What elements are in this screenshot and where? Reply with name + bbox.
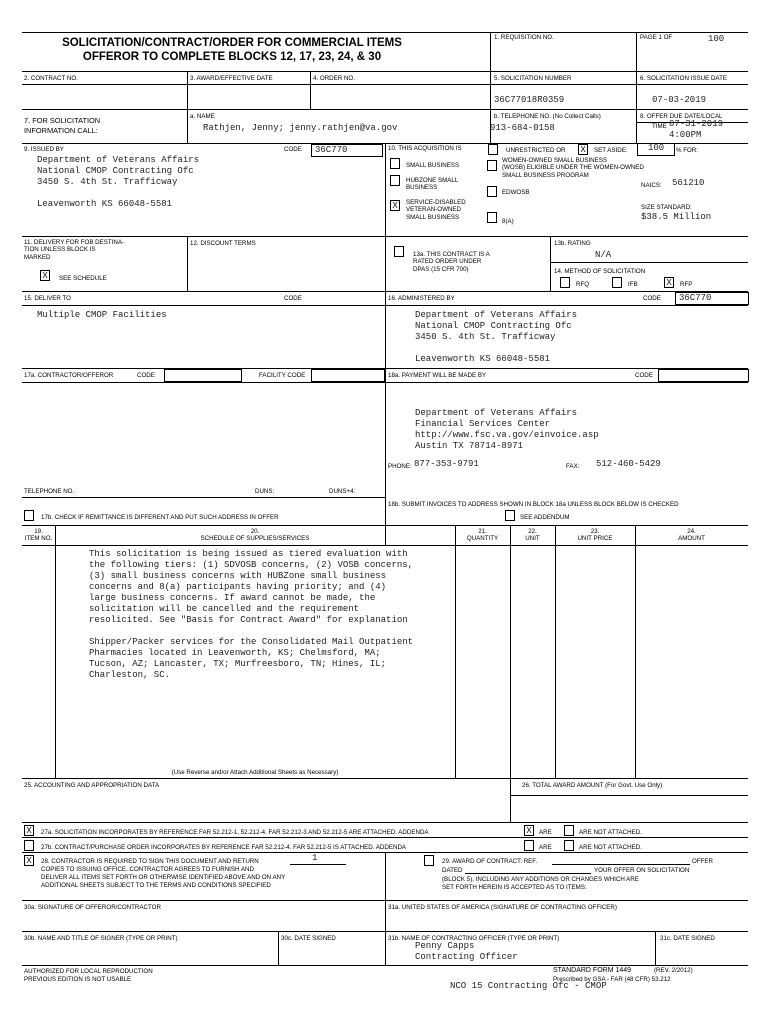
- rating-value: N/A: [595, 250, 612, 260]
- edwosb-checkbox[interactable]: [487, 186, 497, 197]
- 28-checkbox[interactable]: X: [24, 855, 34, 866]
- sig-30b-label: 30b. NAME AND TITLE OF SIGNER (TYPE OR PRINT): [24, 935, 178, 942]
- col23-header: UNIT PRICE: [577, 535, 613, 542]
- pct-for-label: % FOR:: [676, 147, 699, 154]
- 29-checkbox[interactable]: [424, 855, 434, 866]
- col21-header: QUANTITY: [466, 535, 499, 542]
- page-label: PAGE 1 OF: [640, 34, 673, 41]
- size-standard-label: SIZE STANDARD:: [641, 204, 692, 211]
- 8a-label: 8(A): [502, 218, 514, 225]
- telephone-no-label: TELEPHONE NO.: [24, 488, 75, 495]
- payment-phone-label: PHONE:: [388, 463, 412, 470]
- issue-date-label: 6. SOLICITATION ISSUE DATE: [640, 75, 727, 82]
- accounting-label: 25. ACCOUNTING AND APPROPRIATION DATA: [24, 782, 160, 789]
- form-title: SOLICITATION/CONTRACT/ORDER FOR COMMERCIAL ITEMS: [62, 37, 402, 49]
- naics-label: NAICS:: [641, 182, 662, 189]
- offer-due-date: 07-31-2019: [669, 119, 724, 129]
- ifb-label: IFB: [628, 281, 638, 288]
- 27a-are-label: ARE: [539, 829, 552, 836]
- contractor-code-field[interactable]: [164, 369, 242, 382]
- 8a-checkbox[interactable]: [487, 212, 497, 223]
- col21-num: 21.: [478, 528, 487, 535]
- hubzone-label: HUBZONE SMALL BUSINESS: [406, 177, 459, 192]
- office-footer: NCO 15 Contracting Ofc - CMOP: [450, 981, 607, 991]
- 27a-checkbox[interactable]: X: [24, 825, 34, 836]
- method-label: 14. METHOD OF SOLICITATION: [554, 268, 646, 275]
- facility-code-label: FACILITY CODE: [259, 372, 306, 379]
- contractor-label: 17a. CONTRACTOR/OFFEROR: [24, 372, 114, 379]
- acquisition-label: 10. THIS ACQUISITION IS: [388, 145, 462, 152]
- administered-by-code: 36C770: [679, 293, 712, 303]
- contact-phone: 913-684-0158: [490, 123, 555, 133]
- clause-28-copies: 1: [312, 853, 318, 863]
- 27b-are-checkbox[interactable]: [524, 840, 534, 851]
- naics-value: 561210: [672, 178, 705, 188]
- payment-fax: 512-460-5429: [596, 459, 661, 469]
- page-total: 100: [708, 34, 725, 44]
- set-aside-pct: 100: [648, 143, 665, 153]
- duns-label: DUNS:: [255, 488, 275, 495]
- col23-num: 23.: [590, 528, 600, 535]
- duns4-label: DUNS+4:: [329, 488, 356, 495]
- clause-29: 29. AWARD OF CONTRACT: REF.: [442, 858, 538, 865]
- 27b-are-not-label: ARE NOT ATTACHED.: [579, 844, 642, 851]
- sdvosb-label: SERVICE-DISABLED VETERAN-OWNED SMALL BUSINESS: [406, 199, 466, 221]
- rating-label: 13b. RATING: [554, 240, 591, 247]
- remittance-label: 17b. CHECK IF REMITTANCE IS DIFFERENT AND PUT SUCH ADDRESS IN OFFER: [41, 514, 279, 521]
- payment-phone: 877-353-9791: [414, 459, 479, 469]
- 27a-are-not-label: ARE NOT ATTACHED.: [579, 829, 642, 836]
- form-name: STANDARD FORM 1449: [553, 967, 632, 974]
- small-business-checkbox[interactable]: [390, 158, 400, 169]
- col24-header: AMOUNT: [678, 535, 705, 542]
- award-date-label: 3. AWARD/EFFECTIVE DATE: [190, 75, 273, 82]
- deliver-to-label: 15. DELIVER TO: [24, 295, 71, 302]
- see-addendum-checkbox[interactable]: [505, 510, 515, 521]
- col20-num: 20.: [250, 528, 260, 535]
- delivery-fob-label: 11. DELIVERY FOR FOB DESTINA- TION UNLESS BLOCK IS MARKED: [24, 239, 125, 261]
- clause-29-dated: DATED: [442, 867, 463, 874]
- col19-num: 19.: [34, 528, 43, 535]
- 27a-are-checkbox[interactable]: X: [524, 825, 534, 836]
- contractor-code-label: CODE: [137, 372, 155, 379]
- order-no-label: 4. ORDER NO.: [313, 75, 355, 82]
- solicitation-no-label: 5. SOLICITATION NUMBER: [494, 75, 572, 82]
- name-label: a. NAME: [190, 113, 215, 120]
- sig-30a-label: 30a. SIGNATURE OF OFFEROR/CONTRACTOR: [24, 904, 161, 911]
- issued-by-address: Department of Veterans Affairs National CMOP Contracting Ofc 3450 S. 4th St. Trafficway Leavenworth KS 66048-5581: [37, 155, 200, 209]
- rated-order-checkbox[interactable]: [394, 246, 404, 257]
- deliver-to-code-label: CODE: [284, 295, 302, 302]
- solicitation-no: 36C77018R0359: [494, 95, 565, 105]
- wosb-label: WOMEN-OWNED SMALL BUSINESS (WOSB) ELIGIBLE UNDER THE WOMEN-OWNED SMALL BUSINESS PROGRAM: [502, 157, 644, 179]
- edwosb-label: EDWOSB: [502, 189, 530, 196]
- offer-due-label: 8. OFFER DUE DATE/LOCAL: [640, 113, 723, 120]
- clause-27a: 27a. SOLICITATION INCORPORATES BY REFERENCE FAR 52.212-1, 52.212-4. FAR 52.212-3 AND 52.212-5 ARE ATTACHED. ADDENDA: [41, 829, 429, 836]
- issued-by-code: 36C770: [315, 145, 348, 155]
- wosb-checkbox[interactable]: [487, 160, 497, 171]
- time-label: TIME: [652, 123, 667, 130]
- rfp-checkbox[interactable]: X: [664, 277, 674, 288]
- see-schedule-label: SEE SCHEDULE: [59, 275, 107, 282]
- size-standard-value: $38.5 Million: [641, 212, 712, 222]
- col19-header: ITEM NO.: [24, 535, 53, 542]
- payment-fax-label: FAX:: [566, 463, 580, 470]
- for-solicitation-label: 7. FOR SOLICITATION INFORMATION CALL:: [24, 116, 101, 135]
- prescribed-by: Prescribed by GSA - FAR (48 CFR) 53.212: [553, 976, 671, 983]
- 27b-are-not-checkbox[interactable]: [564, 840, 574, 851]
- rfp-label: RFP: [680, 281, 693, 288]
- administered-by-address: Department of Veterans Affairs National CMOP Contracting Ofc 3450 S. 4th St. Trafficway Leavenworth KS 66048-5581: [415, 310, 578, 364]
- payment-code-label: CODE: [635, 372, 653, 379]
- col22-header: UNIT: [525, 535, 540, 542]
- administered-by-label: 16. ADMINISTERED BY: [388, 295, 455, 302]
- clause-29-rest: (BLOCK 5), INCLUDING ANY ADDITIONS OR CHANGES WHICH ARE SET FORTH HEREIN IS ACCEPTED AS TO ITEMS:: [442, 876, 639, 891]
- col24-num: 24.: [687, 528, 696, 535]
- see-addendum-label: SEE ADDENDUM: [520, 514, 570, 521]
- contract-no-label: 2. CONTRACT NO.: [24, 75, 78, 82]
- payment-address: Department of Veterans Affairs Financial Services Center http://www.fsc.va.gov/einvoice.asp Austin TX 78714-8971: [415, 408, 599, 451]
- issue-date: 07-03-2019: [652, 95, 707, 105]
- payment-label: 18a. PAYMENT WILL BE MADE BY: [388, 372, 487, 379]
- ifb-checkbox[interactable]: [612, 277, 622, 288]
- contracting-officer: Penny Capps Contracting Officer: [415, 941, 518, 962]
- total-award-label: 26. TOTAL AWARD AMOUNT (For Govt. Use Only): [522, 782, 663, 789]
- offer-due-time: 4:00PM: [669, 130, 702, 140]
- requisition-no-label: 1. REQUISITION NO.: [494, 34, 554, 41]
- schedule-description: This solicitation is being issued as tiered evaluation with the following tiers: (1) SDVOSB concerns, (2) VOSB concerns, (3) small business concerns with HUBZone small business concerns and 8(a) participants having priority; and (4) large business concerns. If award cannot be made, the solicitation will be cancelled and the requirement resolicited. See "Basis for Contract Award" for explanation Shipper/Packer services for the Consolidated Mail Outpatient Pharmacies located in Leavenworth, KS; Chelmsford, MA; Tucson, AZ; Lancaster, TX; Murfreesboro, TN; Hines, IL; Charleston, SC.: [89, 549, 414, 680]
- sig-31a-label: 31a. UNITED STATES OF AMERICA (SIGNATURE OF CONTRACTING OFFICER): [388, 904, 617, 911]
- issued-by-code-label: CODE: [284, 146, 302, 153]
- submit-invoices-label: 18b. SUBMIT INVOICES TO ADDRESS SHOWN IN BLOCK 18a UNLESS BLOCK BELOW IS CHECKED: [388, 501, 679, 508]
- 27b-are-label: ARE: [539, 844, 552, 851]
- form-subtitle: OFFEROR TO COMPLETE BLOCKS 12, 17, 23, 24, & 30: [82, 51, 382, 63]
- form-rev: (REV. 2/2012): [654, 967, 693, 974]
- col22-num: 22.: [528, 528, 537, 535]
- sig-30c-label: 30c. DATE SIGNED: [281, 935, 336, 942]
- sig-31b-label: 31b. NAME OF CONTRACTING OFFICER (TYPE OR PRINT): [388, 935, 560, 942]
- administered-by-code-label: CODE: [643, 295, 661, 302]
- payment-code-field[interactable]: [658, 369, 749, 382]
- set-aside-label: SET ASIDE:: [594, 147, 628, 154]
- rfq-label: RFQ: [576, 281, 590, 288]
- clause-28: 28. CONTRACTOR IS REQUIRED TO SIGN THIS DOCUMENT AND RETURN: [41, 858, 259, 865]
- discount-terms-label: 12. DISCOUNT TERMS: [190, 240, 256, 247]
- see-schedule-checkbox[interactable]: X: [40, 270, 50, 281]
- sig-31c-label: 31c. DATE SIGNED: [660, 935, 715, 942]
- col20-header: SCHEDULE OF SUPPLIES/SERVICES: [200, 535, 310, 542]
- 27b-checkbox[interactable]: [24, 840, 34, 851]
- set-aside-checkbox[interactable]: X: [578, 144, 588, 155]
- telephone-label: b. TELEPHONE NO. (No Collect Calls): [494, 113, 601, 120]
- clause-27b: 27b. CONTRACT/PURCHASE ORDER INCORPORATES BY REFERENCE FAR 52.212-4. FAR 52.212-5 IS ATTACHED. ADDENDA: [41, 844, 407, 851]
- authorized-note: AUTHORIZED FOR LOCAL REPRODUCTION: [24, 968, 153, 975]
- remittance-checkbox[interactable]: [24, 510, 34, 521]
- sdvosb-checkbox[interactable]: X: [390, 200, 400, 211]
- hubzone-checkbox[interactable]: [390, 175, 400, 186]
- previous-edition-note: PREVIOUS EDITION IS NOT USABLE: [24, 976, 132, 983]
- reverse-note: (Use Reverse and/or Attach Additional Sheets as Necessary): [171, 769, 339, 776]
- rfq-checkbox[interactable]: [560, 277, 570, 288]
- contact-name: Rathjen, Jenny; jenny.rathjen@va.gov: [203, 123, 398, 133]
- small-business-label: SMALL BUSINESS: [406, 162, 460, 169]
- unrestricted-checkbox[interactable]: [488, 144, 498, 155]
- issued-by-label: 9. ISSUED BY: [24, 146, 64, 153]
- unrestricted-label: UNRESTRICTED OR: [506, 147, 566, 154]
- deliver-to-address: Multiple CMOP Facilities: [37, 310, 167, 320]
- clause-28-rest: COPIES TO ISSUING OFFICE. CONTRACTOR AGREES TO FURNISH AND DELIVER ALL ITEMS SET FORTH OR OTHERWISE IDENTIFIED ABOVE AND ON ANY ADDITIONAL SHEETS SUBJECT TO THE TERMS AND CONDITIONS SPECIFIED: [41, 866, 286, 889]
- rated-order-label: 13a. THIS CONTRACT IS A RATED ORDER UNDER DPAS (15 CFR 700): [413, 251, 490, 273]
- clause-29-your-offer: YOUR OFFER ON SOLICITATION: [594, 867, 690, 874]
- facility-code-field[interactable]: [311, 369, 385, 382]
- clause-29-offer: OFFER: [692, 858, 713, 865]
- 27a-are-not-checkbox[interactable]: [564, 825, 574, 836]
